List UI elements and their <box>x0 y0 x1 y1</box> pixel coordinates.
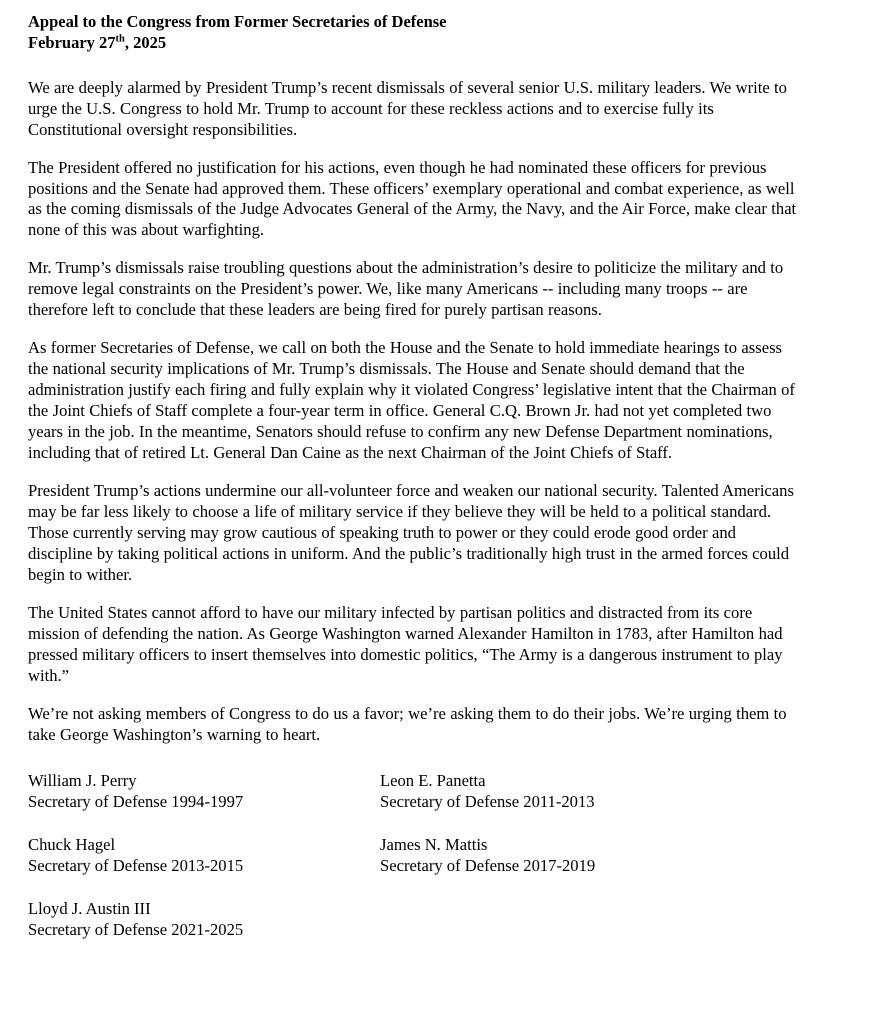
signatory-row <box>28 770 800 834</box>
document-date <box>28 33 800 54</box>
body-paragraph-5: President Trump’s actions undermine our all-volunteer force and weaken our national security. Talented Americans may be far less likely to choose a life of military service if they believe they will be held to a political standard. Those currently serving may grow cautious of speaking truth to power or they could erode good order and discipline by taking political actions in uniform. And the public’s traditionally high trust in the armed forces could begin to wither. <box>28 481 794 585</box>
signatory-block <box>28 898 380 962</box>
signatory-name: Chuck Hagel <box>28 835 116 855</box>
document-date-prefix: February 27 <box>28 32 116 52</box>
signatory-name: Leon E. Panetta <box>380 771 486 791</box>
title-body-spacer <box>28 62 800 78</box>
document-date-suffix: , 2025 <box>124 32 167 52</box>
signatory-role-empty <box>380 899 800 900</box>
signatory-name: Lloyd J. Austin III <box>28 899 151 919</box>
body-paragraph-4: As former Secretaries of Defense, we call on both the House and the Senate to hold immediate hearings to assess the national security implications of Mr. Trump’s dismissals. The House and Senate should demand that the administration justify each firing and fully explain why it violated Congress’ legislative intent that the Chairman of the Joint Chiefs of Staff complete a four-year term in office. General C.Q. Brown Jr. had not yet completed two years in the job. In the meantime, Senators should refuse to confirm any new Defense Department nominations, including that of retired Lt. General Dan Caine as the next Chairman of the Joint Chiefs of Staff. <box>28 338 795 463</box>
signatory-name: James N. Mattis <box>380 835 488 855</box>
document-date-superscript: th <box>115 33 125 45</box>
signatory-row <box>28 898 800 962</box>
signatory-role: Secretary of Defense 2011-2013 <box>380 792 595 812</box>
signatory-block <box>380 770 800 834</box>
document-title: Appeal to the Congress from Former Secretaries of Defense <box>28 12 447 31</box>
signatory-list <box>28 770 800 962</box>
signatory-role: Secretary of Defense 2021-2025 <box>28 920 244 940</box>
signatory-block <box>380 834 800 898</box>
signatory-row <box>28 834 800 898</box>
body-paragraph-6: The United States cannot afford to have our military infected by partisan politics and distracted from its core mission of defending the nation. As George Washington warned Alexander Hamilton in 1783, after Hamilton had pressed military officers to insert themselves into domestic politics, “The Army is a dangerous instrument to play with.” <box>28 603 783 686</box>
body-paragraph-1: We are deeply alarmed by President Trump’s recent dismissals of several senior U.S. military leaders. We write to urge the U.S. Congress to hold Mr. Trump to account for these reckless actions and to exercise fully its Constitutional oversight responsibilities. <box>28 77 787 139</box>
signatory-block-empty <box>380 898 800 962</box>
signatory-block <box>28 834 380 898</box>
body-paragraph-3: Mr. Trump’s dismissals raise troubling questions about the administration’s desire to politicize the military and to remove legal constraints on the President’s power. We, like many Americans -- including many troops -- are therefore left to conclude that these leaders are being fired for purely partisan reasons. <box>28 258 784 320</box>
signatory-role: Secretary of Defense 2017-2019 <box>380 856 596 876</box>
signatory-name: William J. Perry <box>28 771 137 791</box>
body-paragraph-7: We’re not asking members of Congress to do us a favor; we’re asking them to do their jobs. We’re urging them to take George Washington’s warning to heart. <box>28 704 787 745</box>
signatory-role: Secretary of Defense 1994-1997 <box>28 792 244 812</box>
body-paragraph-2: The President offered no justification for his actions, even though he had nominated these officers for previous positions and the Senate had approved them. These officers’ exemplary operational and combat experience, as well as the coming dismissals of the Judge Advocates General of the Army, the Navy, and the Air Force, make clear that none of this was about warfighting. <box>28 157 797 240</box>
signatory-role: Secretary of Defense 2013-2015 <box>28 856 244 876</box>
signatory-block <box>28 770 380 834</box>
